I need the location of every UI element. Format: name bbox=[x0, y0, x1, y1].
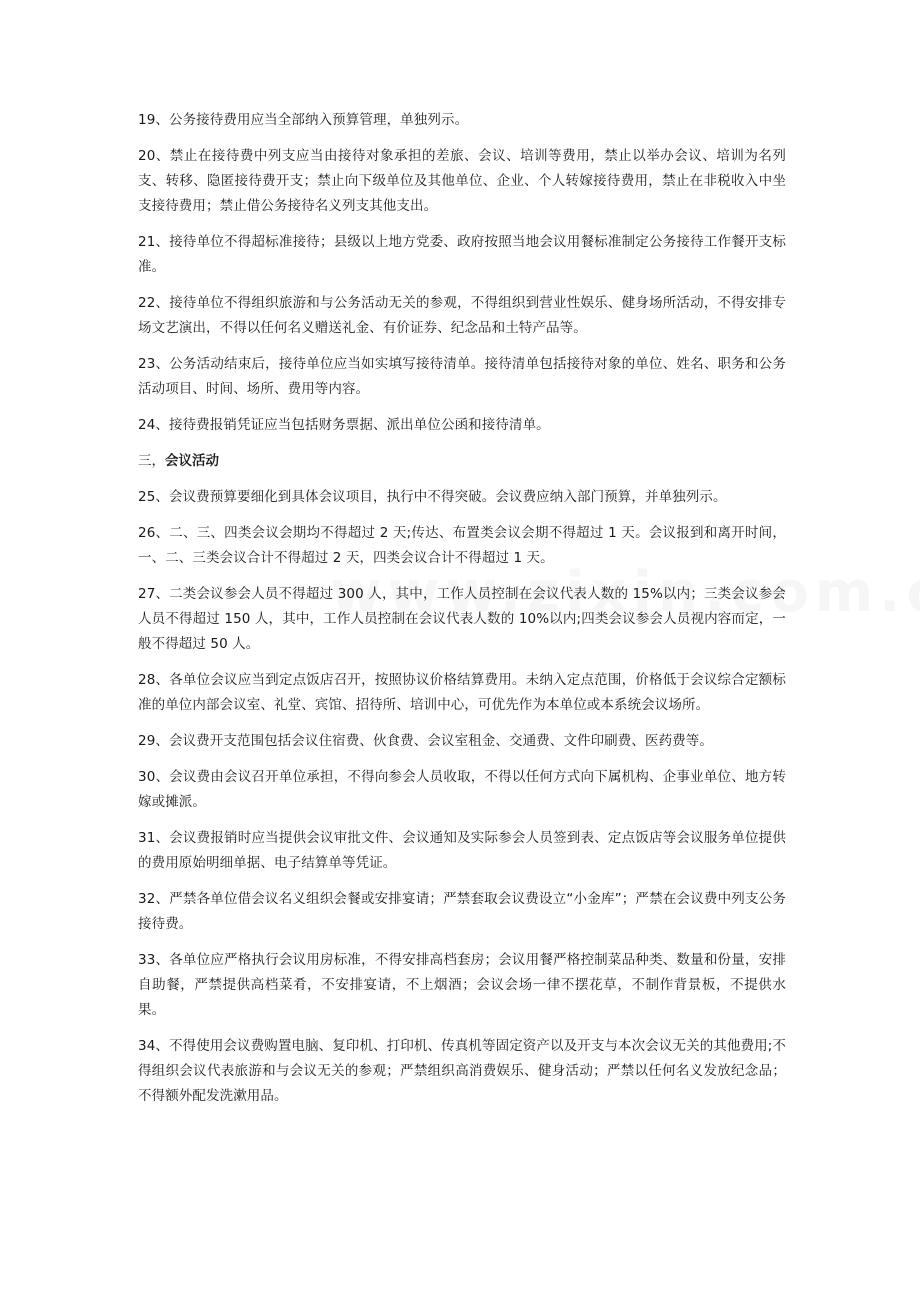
paragraph-22: 22、接待单位不得组织旅游和与公务活动无关的参观，不得组织到营业性娱乐、健身场所活动，不得安排专场文艺演出，不得以任何名义赠送礼金、有价证券、纪念品和土特产品等。 bbox=[138, 295, 786, 336]
paragraph-23: 23、公务活动结束后，接待单位应当如实填写接待清单。接待清单包括接待对象的单位、姓名、职务和公务活动项目、时间、场所、费用等内容。 bbox=[138, 356, 786, 397]
paragraph-19: 19、公务接待费用应当全部纳入预算管理，单独列示。 bbox=[138, 112, 469, 128]
paragraph-32: 32、严禁各单位借会议名义组织会餐或安排宴请；严禁套取会议费设立“小金库”；严禁在会议费中列支公务接待费。 bbox=[138, 891, 786, 932]
paragraph-33: 33、各单位应严格执行会议用房标准，不得安排高档套房；会议用餐严格控制菜品种类、数量和份量，安排自助餐，严禁提供高档菜肴，不安排宴请，不上烟酒；会议会场一律不摆花草，不制作背景板，不提供水果。 bbox=[138, 952, 786, 1018]
paragraph-21: 21、接待单位不得超标准接待；县级以上地方党委、政府按照当地会议用餐标准制定公务接待工作餐开支标准。 bbox=[138, 234, 786, 275]
paragraph-28: 28、各单位会议应当到定点饭店召开，按照协议价格结算费用。未纳入定点范围，价格低于会议综合定额标准的单位内部会议室、礼堂、宾馆、招待所、培训中心，可优先作为本单位或本系统会议场所。 bbox=[138, 672, 786, 713]
paragraph-20: 20、禁止在接待费中列支应当由接待对象承担的差旅、会议、培训等费用，禁止以举办会议、培训为名列支、转移、隐匿接待费开支；禁止向下级单位及其他单位、企业、个人转嫁接待费用，禁止在非税收入中坐支接待费用；禁止借公务接待名义列支其他支出。 bbox=[138, 148, 786, 214]
document-page bbox=[138, 108, 786, 1120]
section-heading-title: 会议活动 bbox=[165, 453, 219, 469]
paragraph-31: 31、会议费报销时应当提供会议审批文件、会议通知及实际参会人员签到表、定点饭店等会议服务单位提供的费用原始明细单据、电子结算单等凭证。 bbox=[138, 830, 786, 871]
paragraph-25: 25、会议费预算要细化到具体会议项目，执行中不得突破。会议费应纳入部门预算，并单独列示。 bbox=[138, 489, 727, 505]
paragraph-24: 24、接待费报销凭证应当包括财务票据、派出单位公函和接待清单。 bbox=[138, 417, 550, 433]
paragraph-27: 27、二类会议参会人员不得超过 300 人，其中，工作人员控制在会议代表人数的 15%以内；三类会议参会人员不得超过 150 人，其中，工作人员控制在会议代表人数的 10%以内;四类会议参会人员视内容而定，一般不得超过 50 人。 bbox=[138, 586, 786, 652]
paragraph-30: 30、会议费由会议召开单位承担，不得向参会人员收取，不得以任何方式向下属机构、企事业单位、地方转嫁或摊派。 bbox=[138, 769, 786, 810]
section-heading bbox=[138, 449, 786, 474]
section-heading-prefix: 三， bbox=[138, 453, 165, 469]
paragraph-34: 34、不得使用会议费购置电脑、复印机、打印机、传真机等固定资产以及开支与本次会议无关的其他费用;不得组织会议代表旅游和与会议无关的参观；严禁组织高消费娱乐、健身活动；严禁以任何名义发放纪念品；不得额外配发洗漱用品。 bbox=[138, 1038, 786, 1104]
paragraph-29: 29、会议费开支范围包括会议住宿费、伙食费、会议室租金、交通费、文件印刷费、医药费等。 bbox=[138, 733, 713, 749]
paragraph-26: 26、二、三、四类会议会期均不得超过 2 天;传达、布置类会议会期不得超过 1 天。会议报到和离开时间，一、二、三类会议合计不得超过 2 天，四类会议合计不得超过 1 天。 bbox=[138, 525, 786, 566]
